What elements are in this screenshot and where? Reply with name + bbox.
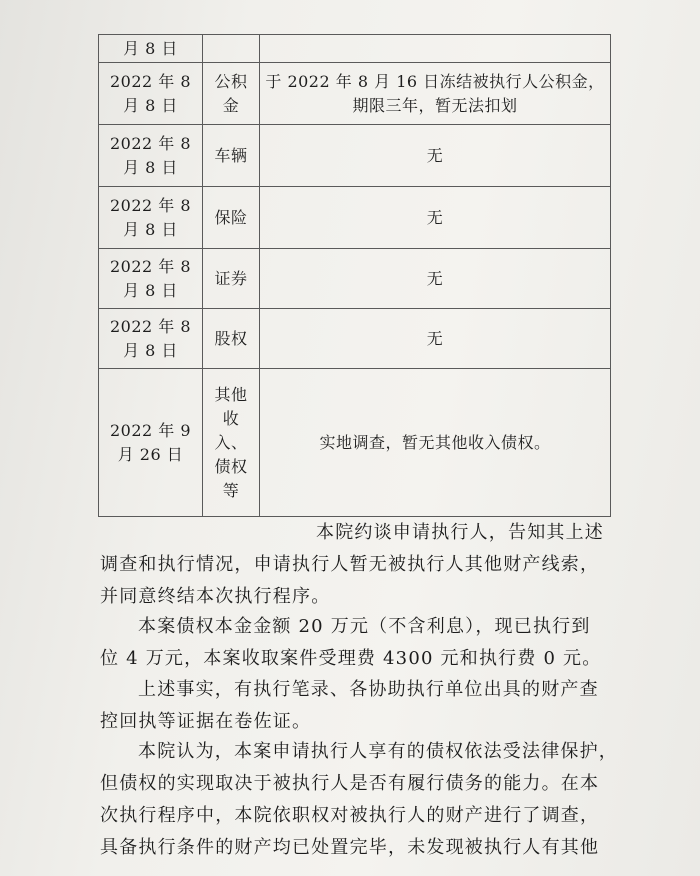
- asset-investigation-table: [98, 34, 611, 517]
- asset-type-cell: 其他 收 入、 债权 等: [203, 369, 260, 517]
- paragraph-evidence: 上述事实，有执行笔录、各协助执行单位出具的财产查 控回执等证据在卷佐证。: [100, 679, 599, 732]
- result-cell: 无: [260, 309, 611, 369]
- asset-type-cell: 证券: [203, 249, 260, 309]
- query-date-cell: 2022 年 8 月 8 日: [99, 309, 203, 369]
- result-cell: 无: [260, 187, 611, 249]
- result-cell: 于 2022 年 8 月 16 日冻结被执行人公积金，期限三年，暂无法扣划: [260, 63, 611, 125]
- query-date-cell: 2022 年 9 月 26 日: [99, 369, 203, 517]
- query-date-cell: 2022 年 8 月 8 日: [99, 249, 203, 309]
- query-date-cell: 2022 年 8 月 8 日: [99, 125, 203, 187]
- result-cell: 实地调查，暂无其他收入债权。: [260, 369, 611, 517]
- asset-type-cell: 公积 金: [203, 63, 260, 125]
- asset-type-cell: 车辆: [203, 125, 260, 187]
- table-row: [99, 369, 611, 517]
- table-row: [99, 125, 611, 187]
- query-date-cell: 2022 年 8 月 8 日: [99, 187, 203, 249]
- result-cell: [260, 35, 611, 63]
- result-cell: 无: [260, 249, 611, 309]
- table-row: [99, 309, 611, 369]
- table-row: [99, 249, 611, 309]
- paragraph-interview: 本院约谈申请执行人，告知其上述 调查和执行情况，申请执行人暂无被执行人其他财产线索， 并同意终结本次执行程序。: [100, 522, 604, 607]
- query-date-cell: 2022 年 8 月 8 日: [99, 63, 203, 125]
- query-date-cell: 月 8 日: [99, 35, 203, 63]
- asset-type-cell: 保险: [203, 187, 260, 249]
- asset-type-cell: [203, 35, 260, 63]
- result-cell: 无: [260, 125, 611, 187]
- paragraph-court-opinion: 本院认为，本案申请执行人享有的债权依法受法律保护， 但债权的实现取决于被执行人是否有履行债务的能力。在本 次执行程序中，本院依职权对被执行人的财产进行了调查， 具备执行条件的财产均已处置完毕，未发现被执行人有其他: [100, 741, 618, 858]
- asset-type-cell: 股权: [203, 309, 260, 369]
- table-row: [99, 63, 611, 125]
- table-row: [99, 187, 611, 249]
- paragraph-claim-amount: 本案债权本金金额 20 万元（不含利息），现已执行到 位 4 万元，本案收取案件受理费 4300 元和执行费 0 元。: [100, 616, 602, 669]
- table-row: [99, 35, 611, 63]
